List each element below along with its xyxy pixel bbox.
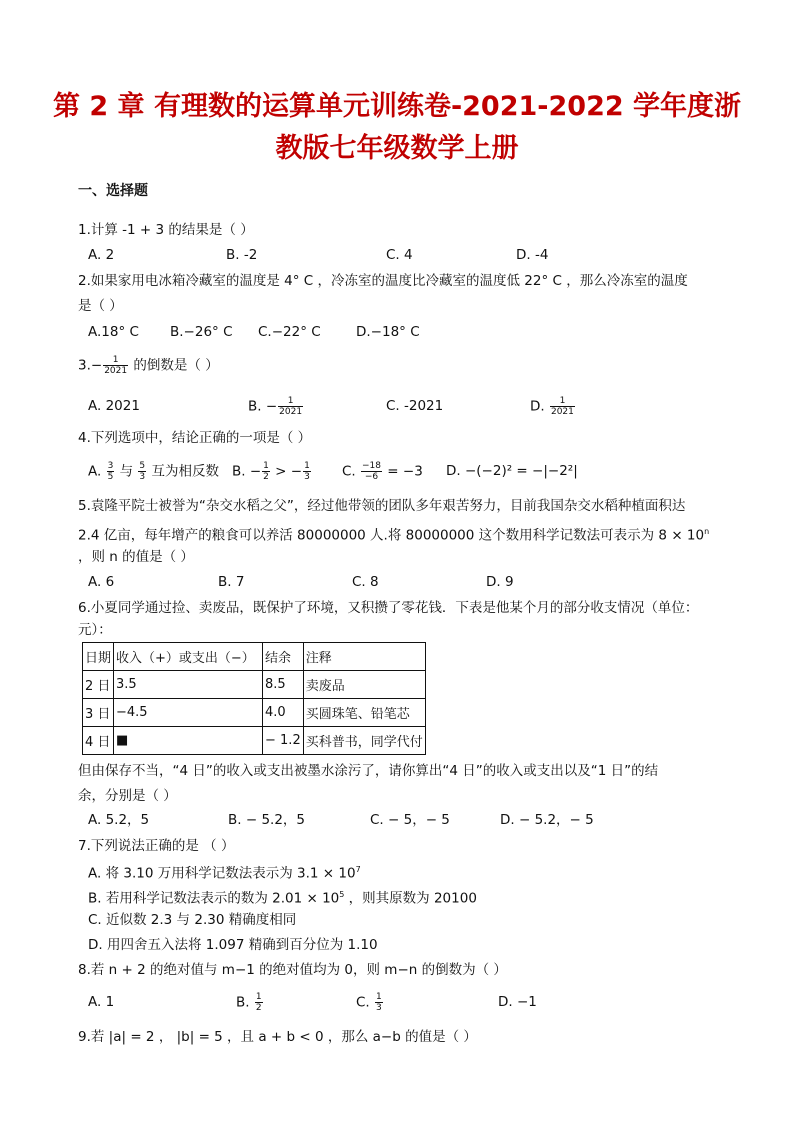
- q2-option-c: C.−22° C: [258, 324, 321, 340]
- q4-stem: 4.下列选项中，结论正确的一项是（ ）: [78, 430, 312, 446]
- q4-b-numerator2: 1: [304, 461, 310, 471]
- q2-option-a: A.18° C: [88, 324, 139, 340]
- q4-b-numerator1: 1: [263, 461, 269, 471]
- q7-stem: 7.下列说法正确的是 （ ）: [78, 838, 235, 854]
- q4-option-b-fraction1: [262, 461, 270, 482]
- table-header-cell: 收入（+）或支出（−）: [114, 643, 263, 671]
- q2-option-d: D.−18° C: [356, 324, 420, 340]
- q4-option-b-fraction2: [303, 461, 311, 482]
- table-header-cell: 注释: [303, 643, 425, 671]
- q7-option-b-text: B. 若用科学记数法表示的数为 2.01 × 10: [88, 890, 340, 907]
- q6-option-d: D. − 5.2，− 5: [500, 812, 594, 828]
- q2-option-b: B.−26° C: [170, 324, 233, 340]
- q5-line2-text: 2.4 亿亩，每年增产的粮食可以养活 80000000 人.将 80000000 这个数用科学记数法可表示为 8 × 10: [78, 527, 705, 544]
- table-row: [83, 699, 426, 727]
- q4-c-numerator: −18: [362, 461, 382, 471]
- q8-option-b: [236, 992, 264, 1013]
- q3-stem: [78, 355, 219, 376]
- q3-option-d-denominator: 2021: [550, 407, 574, 417]
- q3-fraction: [103, 355, 128, 376]
- q7-option-b: [88, 885, 477, 909]
- q4-option-c-label: C.: [342, 463, 361, 480]
- q2-stem-line2: 是（ ）: [78, 298, 123, 314]
- q4-option-b-label: B. −: [232, 463, 262, 480]
- q4-option-a-tail: 互为相反数: [147, 463, 219, 480]
- table-cell: 3 日: [83, 699, 114, 727]
- q4-a-denominator1: 5: [107, 472, 114, 482]
- q3-option-b-fraction: [278, 396, 303, 417]
- q3-fraction-denominator: 2021: [104, 366, 128, 376]
- q4-a-numerator2: 5: [139, 461, 146, 471]
- q4-option-a-fraction1: [107, 461, 115, 482]
- q7-option-d: D. 用四舍五入法将 1.097 精确到百分位为 1.10: [88, 937, 378, 953]
- q8-b-denominator: 2: [255, 1003, 262, 1013]
- q4-option-a: [88, 461, 219, 482]
- q6-line2: 元）：: [78, 622, 112, 638]
- table-cell: 卖废品: [303, 671, 425, 699]
- q1-option-c: C. 4: [386, 247, 413, 263]
- q3-option-a: A. 2021: [88, 398, 140, 414]
- q9-stem: 9.若 |a| = 2 ， |b| = 5 ，且 a + b < 0 ，那么 a−b 的值是（ ）: [78, 1029, 477, 1045]
- q6-after-line1: 但由保存不当，“4 日”的收入或支出被墨水涂污了，请你算出“4 日”的收入或支出以及“1 日”的结: [78, 763, 659, 779]
- q4-option-c: [342, 461, 423, 482]
- q4-option-a-mid: 与: [115, 463, 138, 480]
- q4-option-d: D. −(−2)² = −|−2²|: [446, 463, 578, 479]
- q2-stem-line1: 2.如果家用电冰箱冷藏室的温度是 4° C ，冷冻室的温度比冷藏室的温度低 22° C ，那么冷冻室的温度: [78, 273, 688, 289]
- q3-option-c: C. -2021: [386, 398, 444, 414]
- q3-option-d-numerator: 1: [550, 396, 575, 407]
- q1-option-b: B. -2: [226, 247, 258, 263]
- q3-fraction-numerator: 1: [103, 355, 128, 366]
- q1-option-d: D. -4: [516, 247, 549, 263]
- table-header-cell: 日期: [83, 643, 114, 671]
- q3-option-b-label: B. −: [248, 398, 278, 415]
- q3-option-b: [248, 396, 304, 417]
- q3-option-d: [530, 396, 576, 417]
- income-table: [82, 642, 426, 755]
- q5-option-d: D. 9: [486, 574, 514, 590]
- q4-option-a-label: A.: [88, 463, 106, 480]
- q3-option-b-denominator: 2021: [279, 407, 303, 417]
- q8-option-c-label: C.: [356, 994, 375, 1011]
- q7-option-b-tail: ，则其原数为 20100: [344, 890, 477, 907]
- table-cell: 3.5: [114, 671, 263, 699]
- q8-option-c: [356, 992, 384, 1013]
- q7-option-a: [88, 860, 361, 884]
- table-row: [83, 671, 426, 699]
- table-cell: −4.5: [114, 699, 263, 727]
- q3-prefix: 3.−: [78, 357, 103, 374]
- q5-line1: 5.袁隆平院士被誉为“杂交水稻之父”，经过他带领的团队多年艰苦努力，目前我国杂交水稻种植面积达: [78, 498, 686, 514]
- table-cell: 4 日: [83, 727, 114, 755]
- q5-line3: ，则 n 的值是（ ）: [78, 549, 194, 565]
- document-title-line2: 教版七年级数学上册: [275, 133, 519, 164]
- q4-c-denominator: −6: [364, 472, 379, 482]
- q5-option-b: B. 7: [218, 574, 245, 590]
- q7-option-b-exponent: 5: [339, 890, 345, 899]
- q6-option-b: B. − 5.2，5: [228, 812, 306, 828]
- q4-option-c-fraction: [361, 461, 382, 482]
- q6-option-c: C. − 5，− 5: [370, 812, 450, 828]
- q8-option-a: A. 1: [88, 994, 115, 1010]
- table-row: [83, 727, 426, 755]
- q3-option-d-fraction: [550, 396, 575, 417]
- q4-option-a-fraction2: [138, 461, 146, 482]
- q1-stem: 1.计算 -1 + 3 的结果是（ ）: [78, 222, 254, 238]
- table-cell: 买科普书，同学代付: [303, 727, 425, 755]
- q4-b-denominator2: 3: [304, 472, 310, 482]
- table-cell: 买圆珠笔、铅笔芯: [303, 699, 425, 727]
- q3-suffix: 的倒数是（ ）: [129, 357, 219, 374]
- q8-option-c-fraction: [375, 992, 383, 1013]
- q5-option-a: A. 6: [88, 574, 115, 590]
- q7-option-c: C. 近似数 2.3 与 2.30 精确度相同: [88, 912, 297, 928]
- q8-option-b-label: B.: [236, 994, 254, 1011]
- q4-option-c-tail: = −3: [383, 463, 423, 480]
- table-cell: 4.0: [263, 699, 304, 727]
- q5-option-c: C. 8: [352, 574, 379, 590]
- q3-option-d-label: D.: [530, 398, 549, 415]
- q4-b-denominator1: 2: [263, 472, 269, 482]
- table-header-cell: 结余: [263, 643, 304, 671]
- q8-option-d: D. −1: [498, 994, 537, 1010]
- q4-a-denominator2: 3: [139, 472, 146, 482]
- q6-after-line2: 余，分别是（ ）: [78, 788, 177, 804]
- table-cell: − 1.2: [263, 727, 304, 755]
- q1-option-a: A. 2: [88, 247, 115, 263]
- q4-a-numerator1: 3: [107, 461, 114, 471]
- document-title-line1: 第 2 章 有理数的运算单元训练卷-2021-2022 学年度浙: [52, 91, 742, 122]
- q5-line2: [78, 522, 709, 546]
- q6-line1: 6.小夏同学通过捡、卖废品，既保护了环境，又积攒了零花钱．下表是他某个月的部分收支情况（单位：: [78, 600, 699, 616]
- section-heading: 一、选择题: [78, 183, 148, 199]
- q4-option-b-mid: > −: [270, 463, 303, 480]
- table-cell: 8.5: [263, 671, 304, 699]
- q4-option-b: [232, 461, 312, 482]
- table-cell: 2 日: [83, 671, 114, 699]
- q7-option-a-exponent: 7: [355, 865, 361, 874]
- q8-option-b-fraction: [255, 992, 263, 1013]
- q7-option-a-text: A. 将 3.10 万用科学记数法表示为 3.1 × 10: [88, 865, 356, 882]
- q5-exponent: n: [704, 527, 710, 536]
- table-cell: ■: [114, 727, 263, 755]
- q8-stem: 8.若 n + 2 的绝对值与 m−1 的绝对值均为 0，则 m−n 的倒数为（ ）: [78, 962, 507, 978]
- table-header-row: [83, 643, 426, 671]
- q8-b-numerator: 1: [255, 992, 262, 1002]
- q3-option-b-numerator: 1: [278, 396, 303, 407]
- q8-c-denominator: 3: [376, 1003, 382, 1013]
- q8-c-numerator: 1: [376, 992, 382, 1002]
- q6-option-a: A. 5.2，5: [88, 812, 150, 828]
